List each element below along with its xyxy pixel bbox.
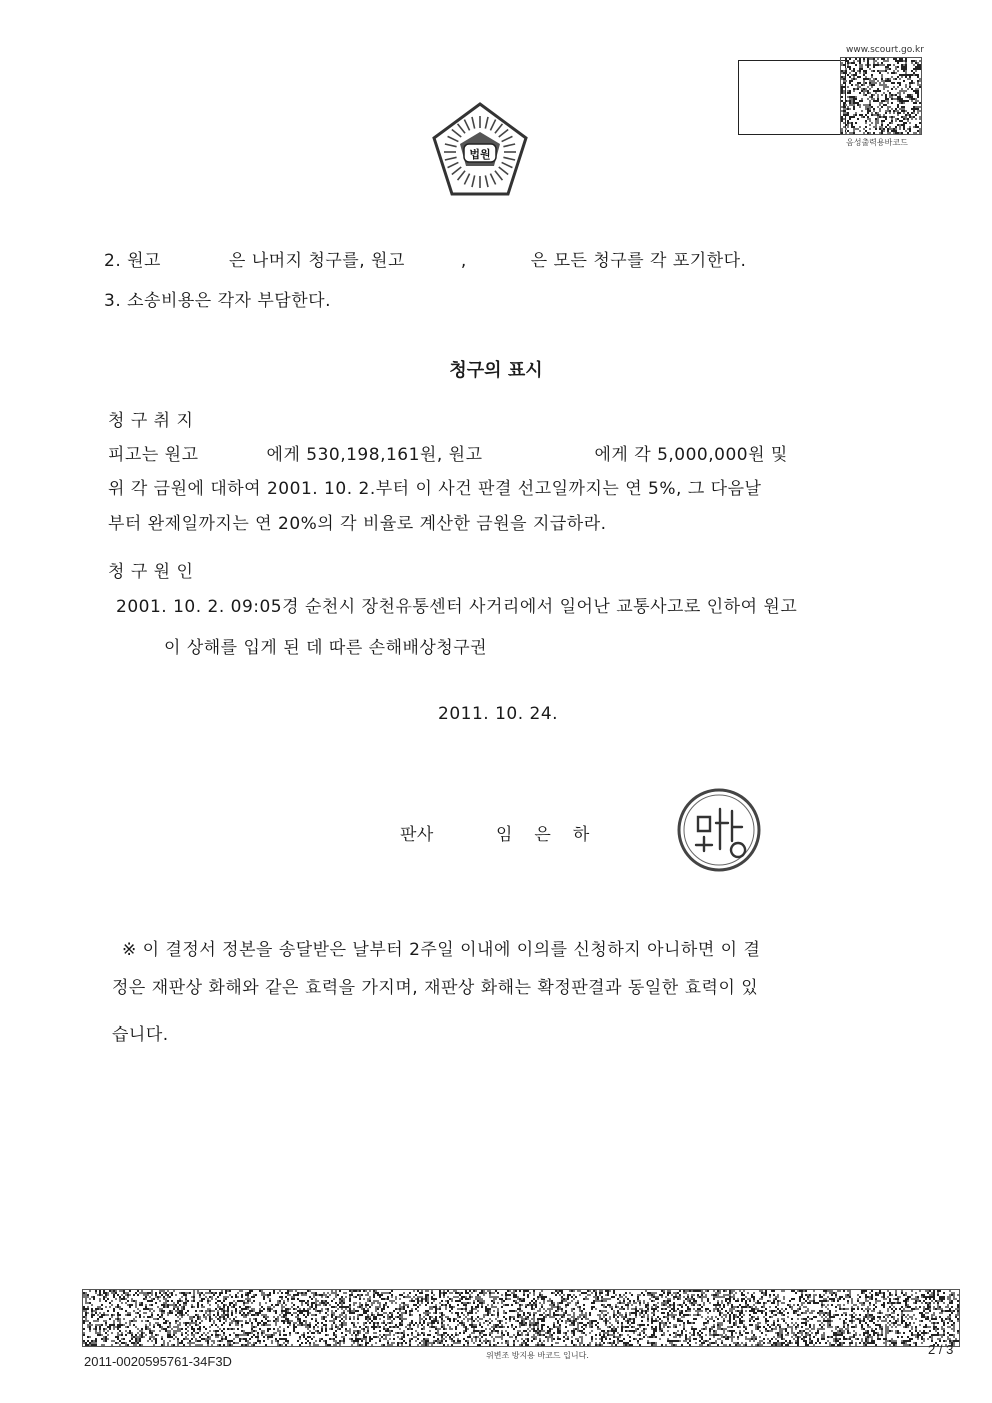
- page-number: 2 / 3: [928, 1342, 954, 1357]
- judge-seal-icon: [676, 787, 762, 873]
- notice-line-2: 정은 재판상 화해와 같은 효력을 가지며, 재판상 화해는 확정판결과 동일한 효력이 있: [112, 978, 759, 998]
- court-url: www.scourt.go.kr: [846, 45, 924, 55]
- claim-purpose-label: 청 구 취 지: [108, 411, 194, 431]
- claim-purpose-line-3: 부터 완제일까지는 연 20%의 각 비율로 계산한 금원을 지급하라.: [108, 514, 607, 534]
- section-heading: 청구의 표시: [449, 360, 543, 381]
- document-id: 2011-0020595761-34F3D: [84, 1354, 232, 1369]
- claim-purpose-line-1: 피고는 원고 에게 530,198,161원, 원고 에게 각 5,000,000원 및: [108, 445, 788, 465]
- anti-forgery-caption: 위변조 방지용 바코드 입니다.: [486, 1351, 589, 1360]
- order-item-2: 2. 원고 은 나머지 청구를, 원고 , 은 모든 청구를 각 포기한다.: [104, 251, 747, 271]
- order-item-3: 3. 소송비용은 각자 부담한다.: [104, 291, 331, 311]
- claim-cause-line-2: 이 상해를 입게 된 데 따른 손해배상청구권: [164, 638, 488, 658]
- notice-line-1: ※ 이 결정서 정본을 송달받은 날부터 2주일 이내에 이의를 신청하지 아니하면 이 결: [122, 940, 761, 960]
- claim-purpose-line-2: 위 각 금원에 대하여 2001. 10. 2.부터 이 사건 판결 선고일까지는 연 5%, 그 다음날: [108, 479, 762, 499]
- judge-title: 판사: [400, 825, 434, 845]
- anti-forgery-barcode: [82, 1289, 960, 1347]
- court-emblem-icon: [428, 98, 532, 202]
- voice-output-barcode: [840, 57, 922, 135]
- judge-name: 임은하: [496, 825, 612, 845]
- recipient-box: [738, 60, 846, 135]
- voice-barcode-caption: 음성출력용바코드: [846, 138, 908, 147]
- decision-date: 2011. 10. 24.: [438, 704, 559, 724]
- emblem-label: 법원: [469, 148, 491, 161]
- claim-cause-line-1: 2001. 10. 2. 09:05경 순천시 장천유통센터 사거리에서 일어난 교통사고로 인하여 원고: [116, 597, 798, 617]
- claim-cause-label: 청 구 원 인: [108, 562, 194, 582]
- notice-line-3: 습니다.: [112, 1025, 169, 1045]
